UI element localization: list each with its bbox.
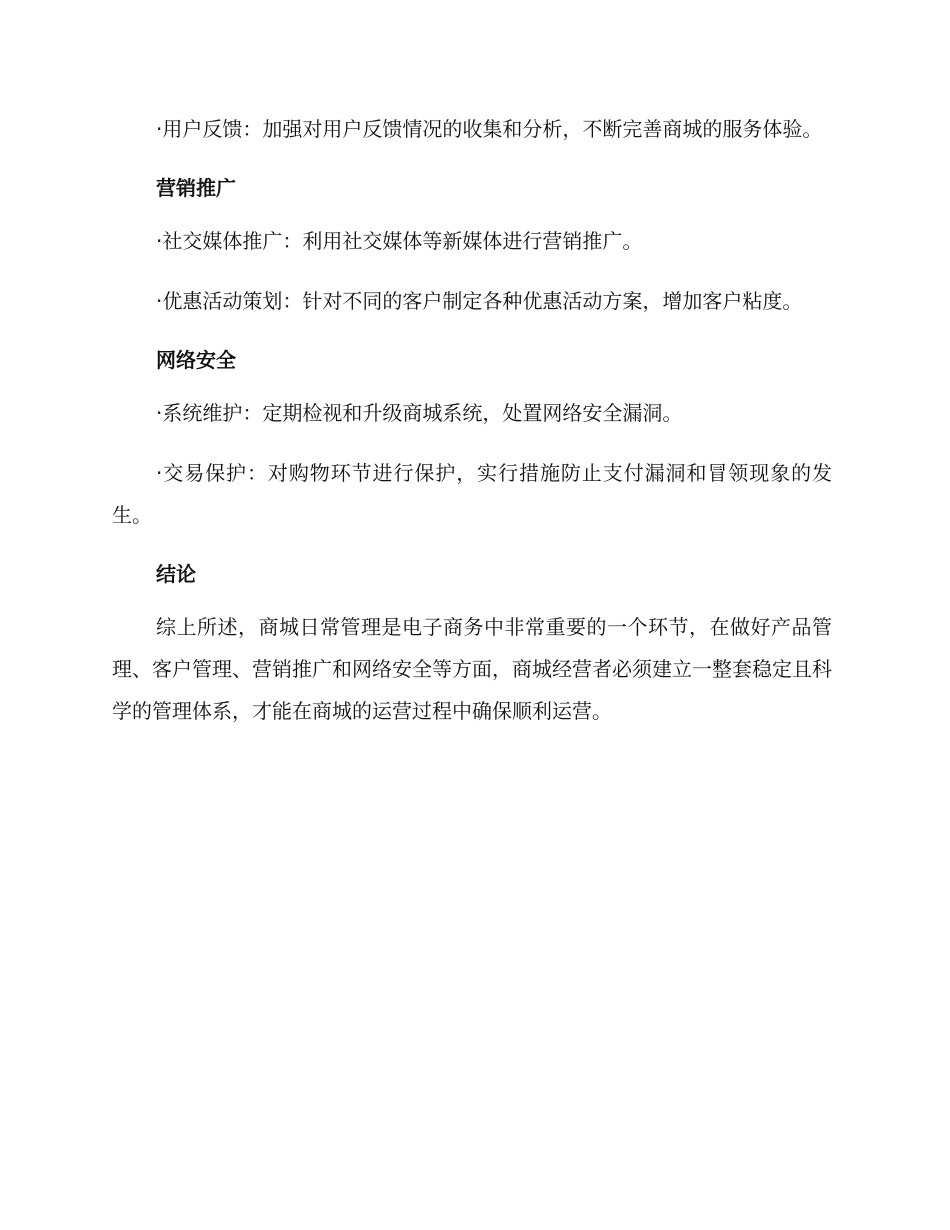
section-heading-security: 网络安全 (156, 348, 236, 372)
paragraph-user-feedback: ·用户反馈：加强对用户反馈情况的收集和分析，不断完善商城的服务体验。 (156, 117, 823, 141)
document-body (112, 108, 832, 750)
paragraph-conclusion: 综上所述，商城日常管理是电子商务中非常重要的一个环节，在做好产品管理、客户管理、营销推广和网络安全等方面，商城经营者必须建立一整套稳定且科学的管理体系，才能在商城的运营过程中确保顺利运营。 (112, 615, 832, 723)
section-heading-conclusion: 结论 (156, 562, 196, 586)
paragraph-system-maintenance: ·系统维护：定期检视和升级商城系统，处置网络安全漏洞。 (156, 401, 683, 425)
section-heading-marketing: 营销推广 (156, 176, 236, 200)
paragraph-transaction-protection: ·交易保护：对购物环节进行保护，实行措施防止支付漏洞和冒领现象的发生。 (112, 461, 832, 527)
paragraph-promotions: ·优惠活动策划：针对不同的客户制定各种优惠活动方案，增加客户粘度。 (156, 289, 803, 313)
paragraph-social-media: ·社交媒体推广：利用社交媒体等新媒体进行营销推广。 (156, 229, 643, 253)
